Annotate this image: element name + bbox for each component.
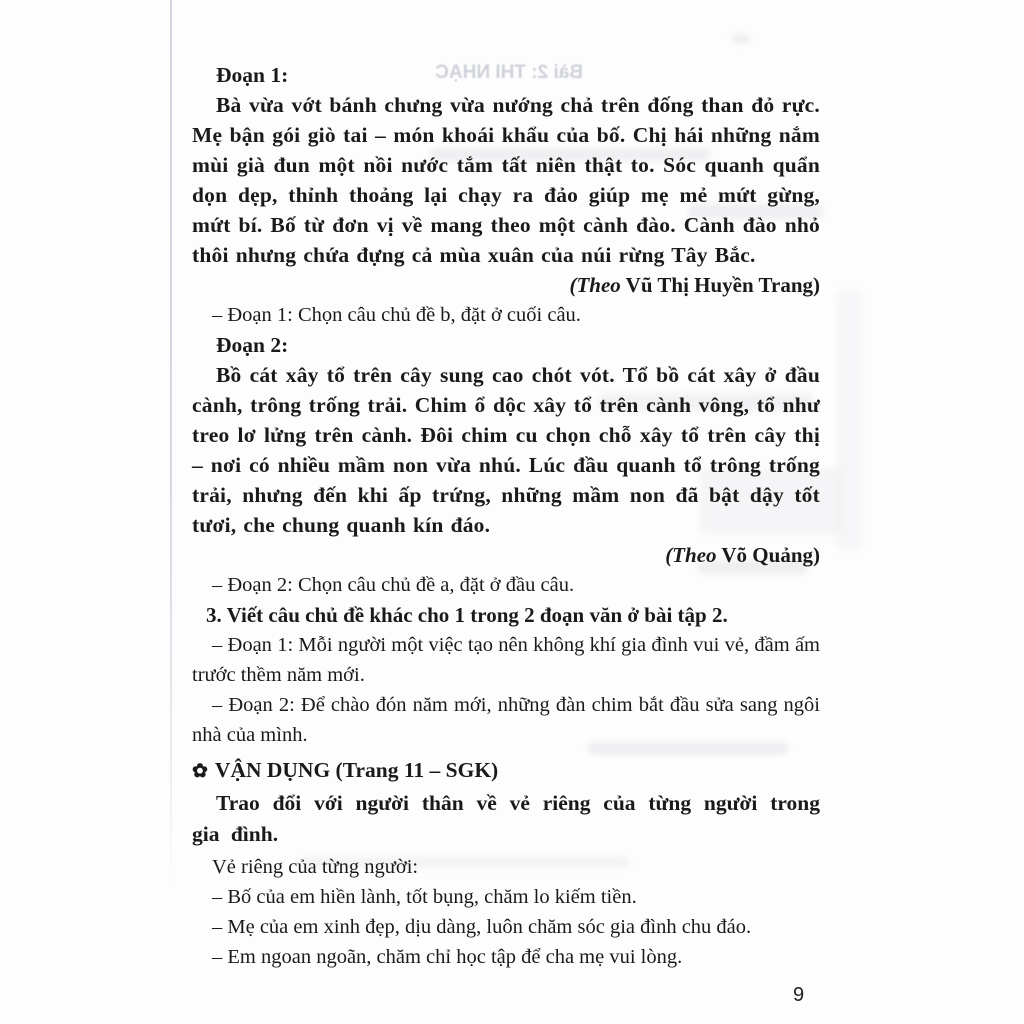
- task3-heading: 3. Viết câu chủ đề khác cho 1 trong 2 đoạn văn ở bài tập 2.: [206, 603, 728, 627]
- section1-paragraph: Bà vừa vớt bánh chưng vừa nướng chả trên đống than đỏ rực. Mẹ bận gói giò tai – món khoái khẩu của bố. Chị hái những nắm mùi già đun một nồi nước tắm tất niên thật to. Sóc quanh quẩn dọn dẹp, thỉnh thoảng lại chạy ra đảo giúp mẹ mẻ mứt gừng, mứt bí. Bố từ đơn vị về mang theo một cành đào. Cành đào nhỏ thôi nhưng chứa đựng cả mùa xuân của núi rừng Tây Bắc.: [192, 93, 820, 267]
- section2-answer: – Đoạn 2: Chọn câu chủ đề a, đặt ở đầu câu.: [212, 574, 575, 596]
- flower-icon: ✿: [192, 761, 208, 782]
- page-fold-line: [170, 0, 172, 885]
- task3-answer-2: – Đoạn 2: Để chào đón năm mới, những đàn chim bắt đầu sửa sang ngôi nhà của mình.: [192, 694, 820, 746]
- vandung-intro: Vẻ riêng của từng người:: [212, 856, 419, 878]
- vandung-task: Trao đổi với người thân về vẻ riêng của từng người trong gia đình.: [192, 791, 820, 846]
- section1-attribution: [192, 270, 820, 300]
- section2-paragraph: Bồ cát xây tổ trên cây sung cao chót vót. Tổ bồ cát xây ở đầu cành, trông trống trải. Chim ổ dộc xây tổ trên cành vông, tổ như treo lơ lửng trên cành. Đôi chim cu chọn chỗ xây tổ trên cây thị – nơi có nhiều mầm non vừa nhú. Lúc đầu quanh tổ trông trống trải, nhưng đến khi ấp trứng, những mầm non đã bật dậy tốt tươi, che chung quanh kín đáo.: [192, 363, 820, 537]
- bleed-smudge: [836, 290, 862, 550]
- section1-label: Đoạn 1:: [216, 63, 289, 87]
- section2-attribution: [192, 540, 820, 570]
- vandung-heading-label: VẬN DỤNG (Trang 11 – SGK): [214, 758, 499, 782]
- section2-label: Đoạn 2:: [216, 333, 289, 357]
- vandung-answer-1: – Bố của em hiền lành, tốt bụng, chăm lo kiếm tiền.: [212, 886, 637, 908]
- page-number: 9: [793, 984, 805, 1006]
- task3-answer-1: – Đoạn 1: Mỗi người một việc tạo nên không khí gia đình vui vẻ, đầm ấm trước thềm năm mới.: [192, 634, 820, 686]
- vandung-answer-3: – Em ngoan ngoãn, chăm chỉ học tập để cha mẹ vui lòng.: [212, 946, 683, 968]
- bleed-through-title: Bài 2: THI NHẠC: [435, 62, 583, 83]
- attribution-theo: (Theo: [665, 543, 717, 567]
- section1-answer: – Đoạn 1: Chọn câu chủ đề b, đặt ở cuối câu.: [212, 304, 581, 326]
- vandung-heading: [192, 754, 820, 788]
- bleed-smudge: [732, 34, 750, 44]
- attribution-author: Vũ Thị Huyền Trang): [620, 273, 820, 297]
- vandung-answer-2: – Mẹ của em xinh đẹp, dịu dàng, luôn chăm sóc gia đình chu đáo.: [212, 916, 752, 938]
- attribution-author: Võ Quảng): [716, 543, 820, 567]
- page-text-block: [192, 60, 820, 972]
- attribution-theo: (Theo: [569, 273, 621, 297]
